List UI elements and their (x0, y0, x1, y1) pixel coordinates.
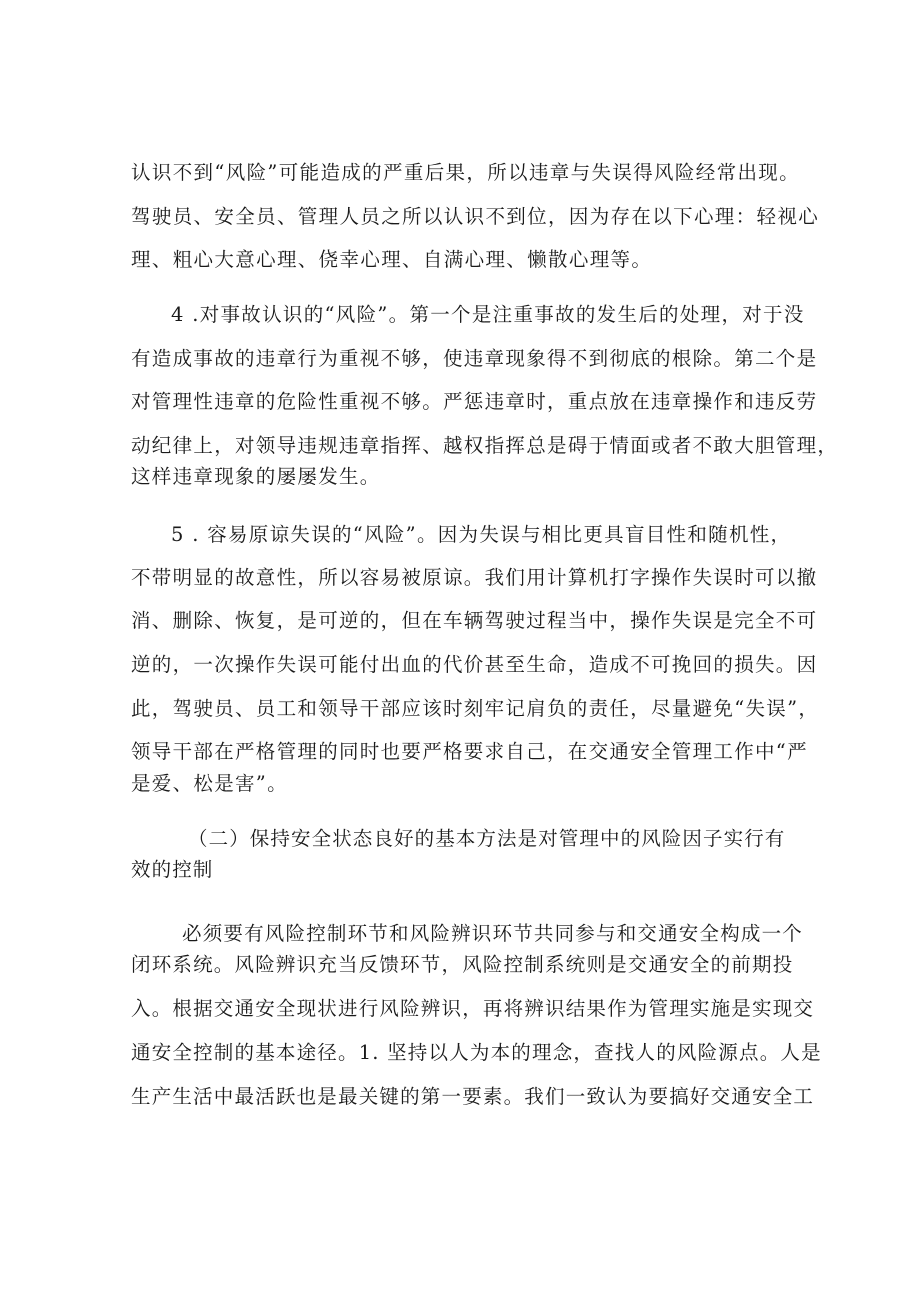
text-line: 有造成事故的违章行为重视不够，使违章现象得不到彻底的根除。第二个是 (131, 347, 818, 370)
text-line: 通安全控制的基本途径。1. 坚持以人为本的理念，查找人的风险源点。人是 (131, 1041, 822, 1064)
text-line: 是爱、松是害”。 (131, 772, 288, 795)
text-line: 5 . 容易原谅失误的“风险”。因为失误与相比更具盲目性和随机性， (171, 523, 792, 546)
text-line: 不带明显的故意性，所以容易被原谅。我们用计算机打字操作失误时可以撤 (131, 566, 818, 589)
text-line: 驾驶员、安全员、管理人员之所以认识不到位，因为存在以下心理：轻视心 (131, 205, 820, 228)
text-line: 这样违章现象的屡屡发生。 (131, 465, 381, 488)
text-line: 动纪律上，对领导违规违章指挥、越权指挥总是碍于情面或者不敢大胆管理， (131, 434, 839, 457)
heading-line: （二）保持安全状态良好的基本方法是对管理中的风险因子实行有 (188, 827, 786, 850)
text-line: 认识不到“风险”可能造成的严重后果，所以违章与失误得风险经常出现。 (131, 161, 800, 184)
text-line: 生产生活中最活跃也是最关键的第一要素。我们一致认为要搞好交通安全工 (131, 1085, 815, 1108)
text-line: 理、粗心大意心理、侥幸心理、自满心理、懒散心理等。 (131, 248, 653, 271)
text-line: 逆的，一次操作失误可能付出血的代价甚至生命，造成不可挽回的损失。因 (131, 653, 818, 676)
text-line: 入。根据交通安全现状进行风险辨识，再将辨识结果作为管理实施是实现交 (131, 997, 815, 1020)
heading-line: 效的控制 (131, 858, 214, 881)
text-line: 必须要有风险控制环节和风险辨识环节共同参与和交通安全构成一个 (182, 922, 804, 945)
text-line: 4 .对事故认识的“风险”。第一个是注重事故的发生后的处理，对于没 (171, 303, 805, 326)
text-line: 消、删除、恢复，是可逆的，但在车辆驾驶过程当中，操作失误是完全不可 (131, 609, 818, 632)
text-line: 对管理性违章的危险性重视不够。严惩违章时，重点放在违章操作和违反劳 (131, 390, 818, 413)
text-line: 领导干部在严格管理的同时也要严格要求自己，在交通安全管理工作中“严 (131, 740, 808, 763)
text-line: 此，驾驶员、员工和领导干部应该时刻牢记肩负的责任，尽量避免“失误”， (131, 697, 820, 720)
text-line: 闭环系统。风险辨识充当反馈环节，风险控制系统则是交通安全的前期投 (131, 953, 794, 976)
